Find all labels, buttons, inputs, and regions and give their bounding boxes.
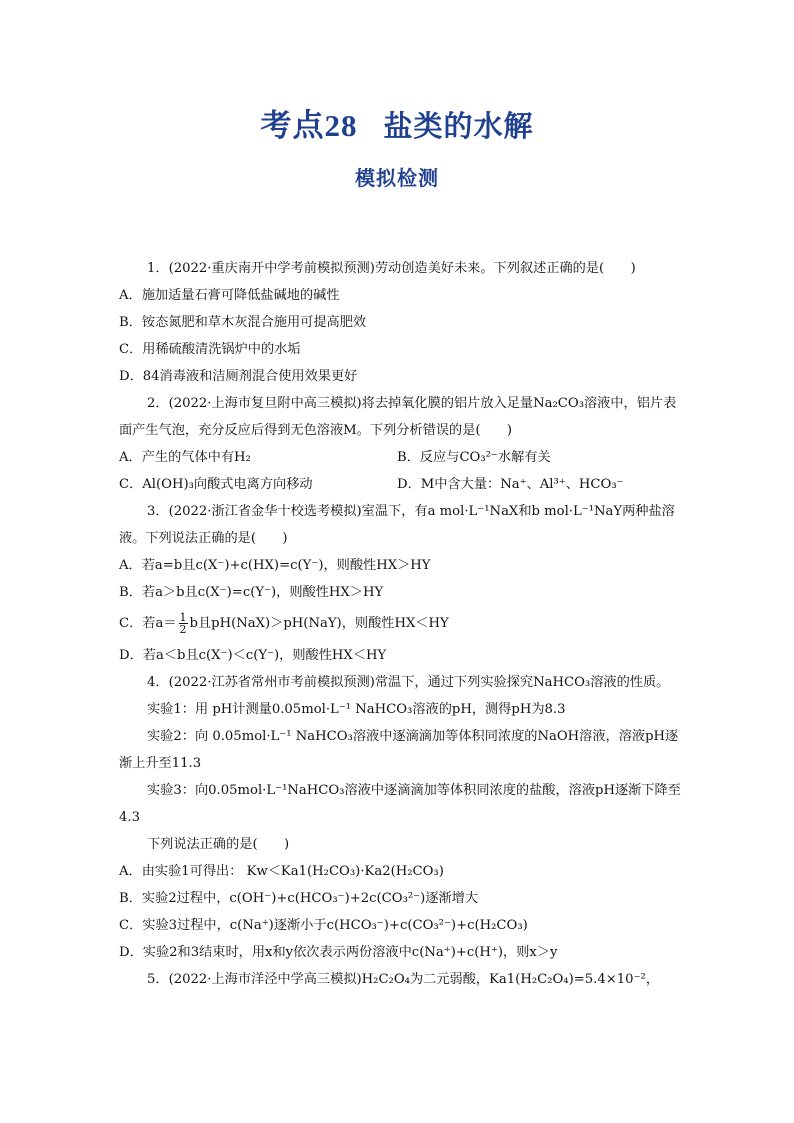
fraction-numerator: 1: [179, 611, 187, 624]
q1-option-a: A．施加适量石膏可降低盐碱地的碱性: [119, 288, 340, 303]
q2-option-a: A．产生的气体中有H₂: [119, 450, 251, 465]
q3-option-c: [119, 606, 659, 642]
q2-stem: 2．(2022·上海市复旦附中高三模拟)将去掉氧化膜的铝片放入足量Na₂CO₃溶液中，铝片表面产生气泡，充分反应后得到无色溶液M。下列分析错误的是( ): [119, 396, 677, 438]
q5-stem: 5．(2022·上海市洋泾中学高三模拟)H₂C₂O₄为二元弱酸，Ka1(H₂C₂O₄)=5.4×10⁻²，: [147, 972, 660, 987]
q3-option-b: B．若a＞b且c(X⁻)=c(Y⁻)，则酸性HX＞HY: [119, 585, 384, 600]
q2-options-ab: [119, 444, 659, 471]
q3-option-c-pre: C．若a＝: [119, 616, 177, 631]
q4-stem: 4．(2022·江苏省常州市考前模拟预测)常温下，通过下列实验探究NaHCO₃溶液的性质。: [147, 675, 670, 690]
q4-option-a: A．由实验1可得出： Kw＜Ka1(H₂CO₃)·Ka2(H₂CO₃): [119, 864, 444, 879]
q4-experiment-3: 实验3：向0.05mol·L⁻¹NaHCO₃溶液中逐滴滴加等体积同浓度的盐酸，溶液pH逐渐下降至4.3: [119, 783, 681, 825]
q2-option-c: C．Al(OH)₃向酸式电离方向移动: [119, 477, 313, 492]
q3-option-a: A．若a=b且c(X⁻)+c(HX)=c(Y⁻)，则酸性HX＞HY: [119, 558, 431, 573]
q1-option-c: C．用稀硫酸清洗锅炉中的水垢: [119, 342, 301, 357]
q4-ask: 下列说法正确的是( ): [147, 837, 290, 852]
q1-option-d: D．84消毒液和洁厕剂混合使用效果更好: [119, 369, 358, 384]
fraction: [179, 612, 188, 635]
q4-option-c: C．实验3过程中，c(Na⁺)逐渐小于c(HCO₃⁻)+c(CO₃²⁻)+c(H₂CO₃): [119, 918, 528, 933]
page-title: [0, 100, 794, 145]
q4-option-d: D．实验2和3结束时，用x和y依次表示两份溶液中c(Na⁺)+c(H⁺)，则x＞y: [119, 945, 558, 960]
page-subtitle: 模拟检测: [355, 166, 439, 190]
q4-option-b: B．实验2过程中，c(OH⁻)+c(HCO₃⁻)+2c(CO₃²⁻)逐渐增大: [119, 891, 479, 906]
q3-option-c-post: b且pH(NaX)＞pH(NaY)，则酸性HX＜HY: [189, 616, 449, 631]
q1-stem: 1．(2022·重庆南开中学考前模拟预测)劳动创造美好未来。下列叙述正确的是( ): [147, 261, 636, 276]
q2-options-cd: [119, 471, 659, 498]
q2-option-d: D．M中含大量：Na⁺、Al³⁺、HCO₃⁻: [397, 477, 624, 492]
q4-experiment-1: 实验1：用 pH计测量0.05mol·L⁻¹ NaHCO₃溶液的pH，测得pH为8.3: [147, 702, 566, 717]
q3-option-d: D．若a＜b且c(X⁻)＜c(Y⁻)，则酸性HX＜HY: [119, 648, 387, 663]
q4-experiment-2: 实验2：向 0.05mol·L⁻¹ NaHCO₃溶液中逐滴滴加等体积同浓度的NaOH溶液，溶液pH逐渐上升至11.3: [119, 729, 679, 771]
title-number: 考点28: [260, 108, 358, 143]
fraction-denominator: 2: [179, 623, 187, 636]
q1-option-b: B．铵态氮肥和草木灰混合施用可提高肥效: [119, 315, 367, 330]
q2-option-b: B．反应与CO₃²⁻水解有关: [397, 450, 551, 465]
title-text: 盐类的水解: [383, 109, 534, 143]
question-list: [119, 255, 681, 993]
q3-stem: 3．(2022·浙江省金华十校选考模拟)室温下，有a mol·L⁻¹NaX和b mol·L⁻¹NaY两种盐溶液。下列说法正确的是( ): [119, 504, 675, 546]
